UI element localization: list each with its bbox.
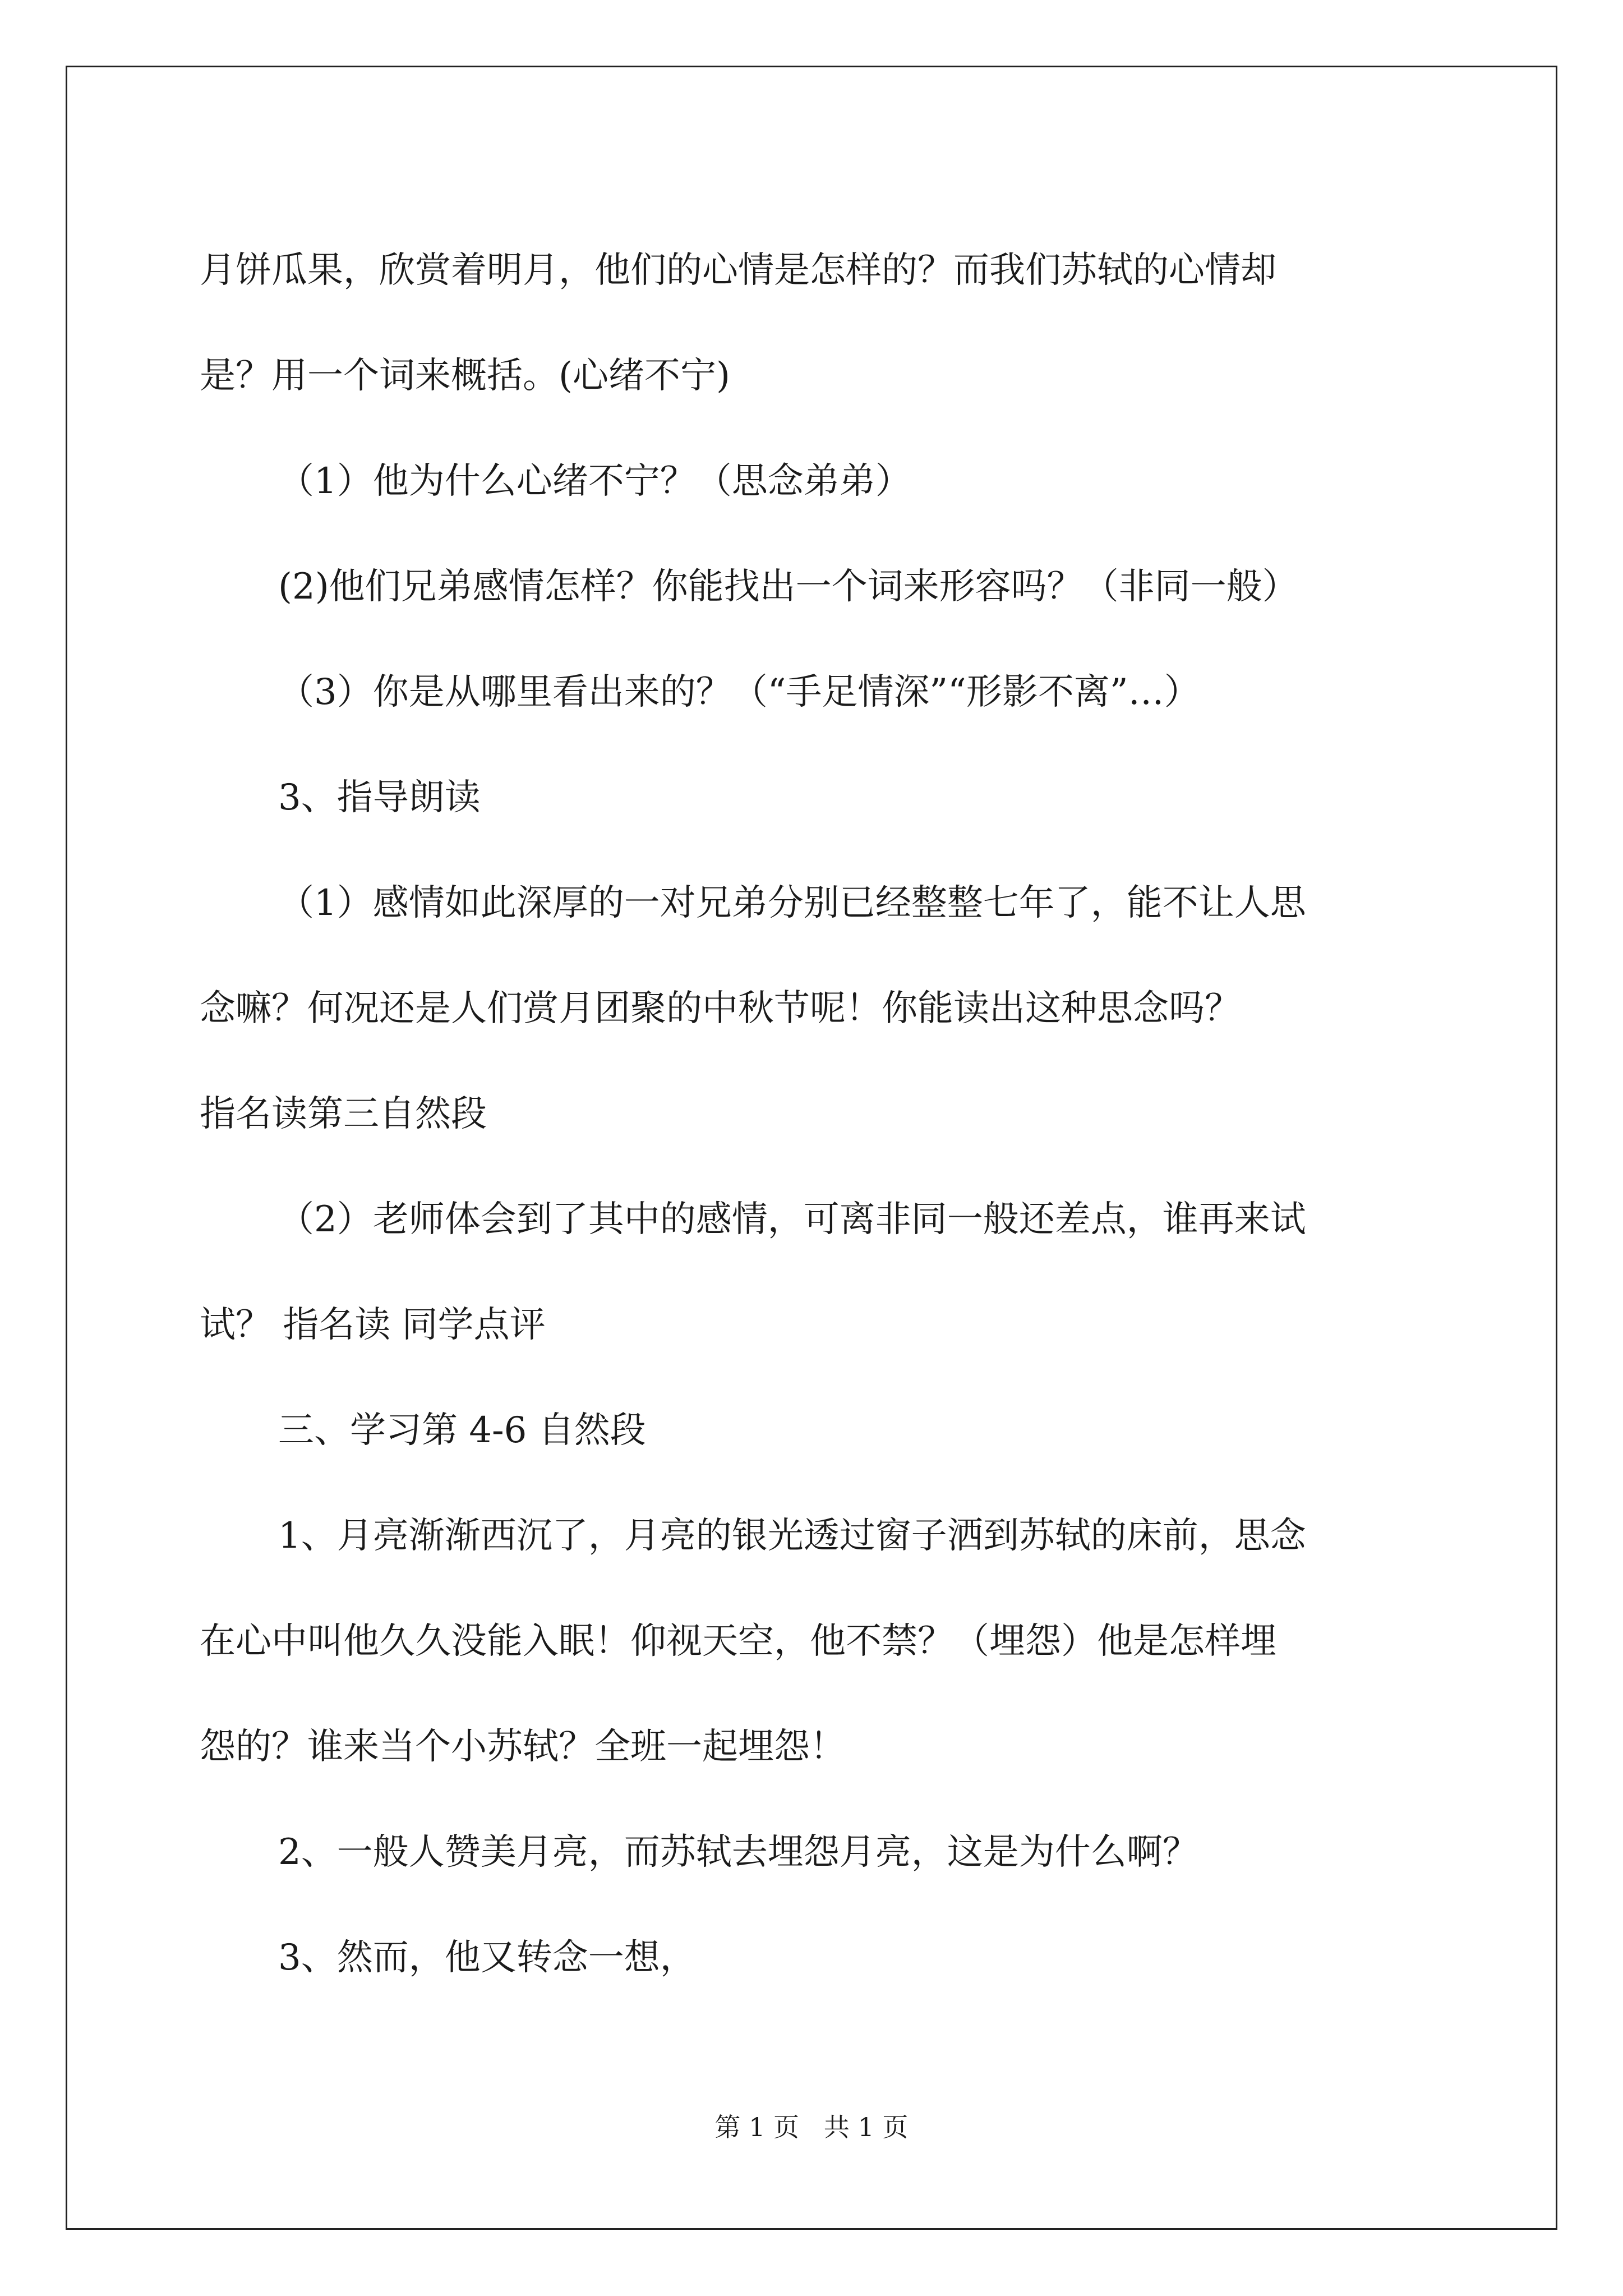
text-line: 2、一般人赞美月亮，而苏轼去埋怨月亮，这是为什么啊？ bbox=[278, 1832, 1198, 1873]
text-line: （2）老师体会到了其中的感情，可离非同一般还差点，谁再来试 bbox=[278, 1199, 1306, 1240]
section-heading: 3、指导朗读 bbox=[278, 777, 481, 818]
document-body bbox=[200, 218, 1456, 2010]
text-line: 试？ 指名读 同学点评 bbox=[200, 1304, 546, 1346]
text-line: (2)他们兄弟感情怎样？你能找出一个词来形容吗？（非同一般） bbox=[278, 566, 1298, 608]
text-line: 月饼瓜果，欣赏着明月，他们的心情是怎样的？而我们苏轼的心情却 bbox=[200, 250, 1276, 291]
text-line: 1、月亮渐渐西沉了，月亮的银光透过窗子洒到苏轼的床前，思念 bbox=[278, 1515, 1306, 1557]
text-line: 念嘛？何况还是人们赏月团聚的中秋节呢！你能读出这种思念吗？ bbox=[200, 988, 1241, 1029]
page-footer: 第 1 页 共 1 页 bbox=[714, 2112, 909, 2142]
text-line: （1）他为什么心绪不宁？（思念弟弟） bbox=[278, 461, 911, 502]
text-line: 在心中叫他久久没能入眠！仰视天空，他不禁？（埋怨）他是怎样埋 bbox=[200, 1621, 1276, 1662]
text-line: 3、然而，他又转念一想， bbox=[278, 1937, 696, 1978]
text-line: （1）感情如此深厚的一对兄弟分别已经整整七年了，能不让人思 bbox=[278, 882, 1306, 924]
text-line: （3）你是从哪里看出来的？（“手足情深”“形影不离”…） bbox=[278, 671, 1200, 713]
section-heading: 三、学习第 4-6 自然段 bbox=[278, 1410, 646, 1451]
text-line: 指名读第三自然段 bbox=[200, 1093, 487, 1135]
text-line: 怨的？谁来当个小苏轼？全班一起埋怨！ bbox=[200, 1726, 846, 1768]
text-line: 是？用一个词来概括。(心绪不宁) bbox=[200, 355, 730, 397]
